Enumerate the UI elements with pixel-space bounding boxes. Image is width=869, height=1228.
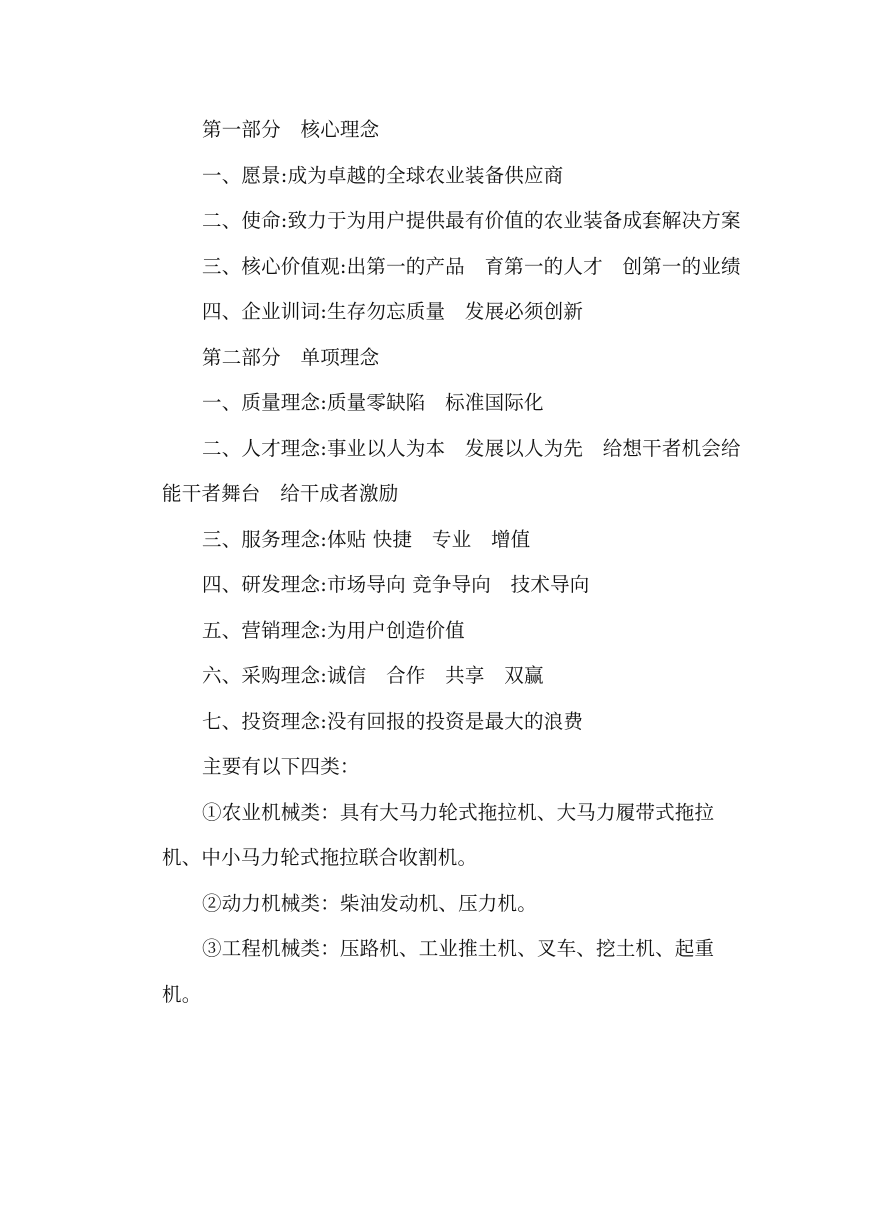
procurement-concept-paragraph: 六、采购理念:诚信 合作 共享 双赢 <box>202 664 544 687</box>
core-values-paragraph: 三、核心价值观:出第一的产品 育第一的人才 创第一的业绩 <box>202 254 741 278</box>
quality-concept-paragraph: 一、质量理念:质量零缺陷 标准国际化 <box>202 391 544 414</box>
talent-concept-paragraph: 二、人才理念:事业以人为本 发展以人为先 给想干者机会给能干者舞台 给干成者激励 <box>162 436 741 505</box>
rnd-concept-paragraph: 四、研发理念:市场导向 竞争导向 技术导向 <box>202 573 590 596</box>
investment-concept-paragraph: 七、投资理念:没有回报的投资是最大的浪费 <box>202 709 584 733</box>
agricultural-machinery-paragraph: ①农业机械类：具有大马力轮式拖拉机、大马力履带式拖拉机、中小马力轮式拖拉联合收割机。 <box>162 800 715 869</box>
vision-paragraph: 一、愿景:成为卓越的全球农业装备供应商 <box>202 163 564 187</box>
motto-paragraph: 四、企业训词:生存勿忘质量 发展必须创新 <box>202 300 584 323</box>
marketing-concept-paragraph: 五、营销理念:为用户创造价值 <box>202 618 465 642</box>
heading-part-one: 第一部分 核心理念 <box>202 118 380 141</box>
power-machinery-paragraph: ②动力机械类：柴油发动机、压力机。 <box>202 891 537 915</box>
engineering-machinery-paragraph: ③工程机械类：压路机、工业推土机、叉车、挖土机、起重机。 <box>162 937 715 1006</box>
categories-intro-paragraph: 主要有以下四类： <box>202 755 360 778</box>
mission-paragraph: 二、使命:致力于为用户提供最有价值的农业装备成套解决方案 <box>202 209 741 232</box>
document-page <box>162 107 742 1017</box>
heading-part-two: 第二部分 单项理念 <box>202 345 380 369</box>
service-concept-paragraph: 三、服务理念:体贴 快捷 专业 增值 <box>202 527 531 551</box>
